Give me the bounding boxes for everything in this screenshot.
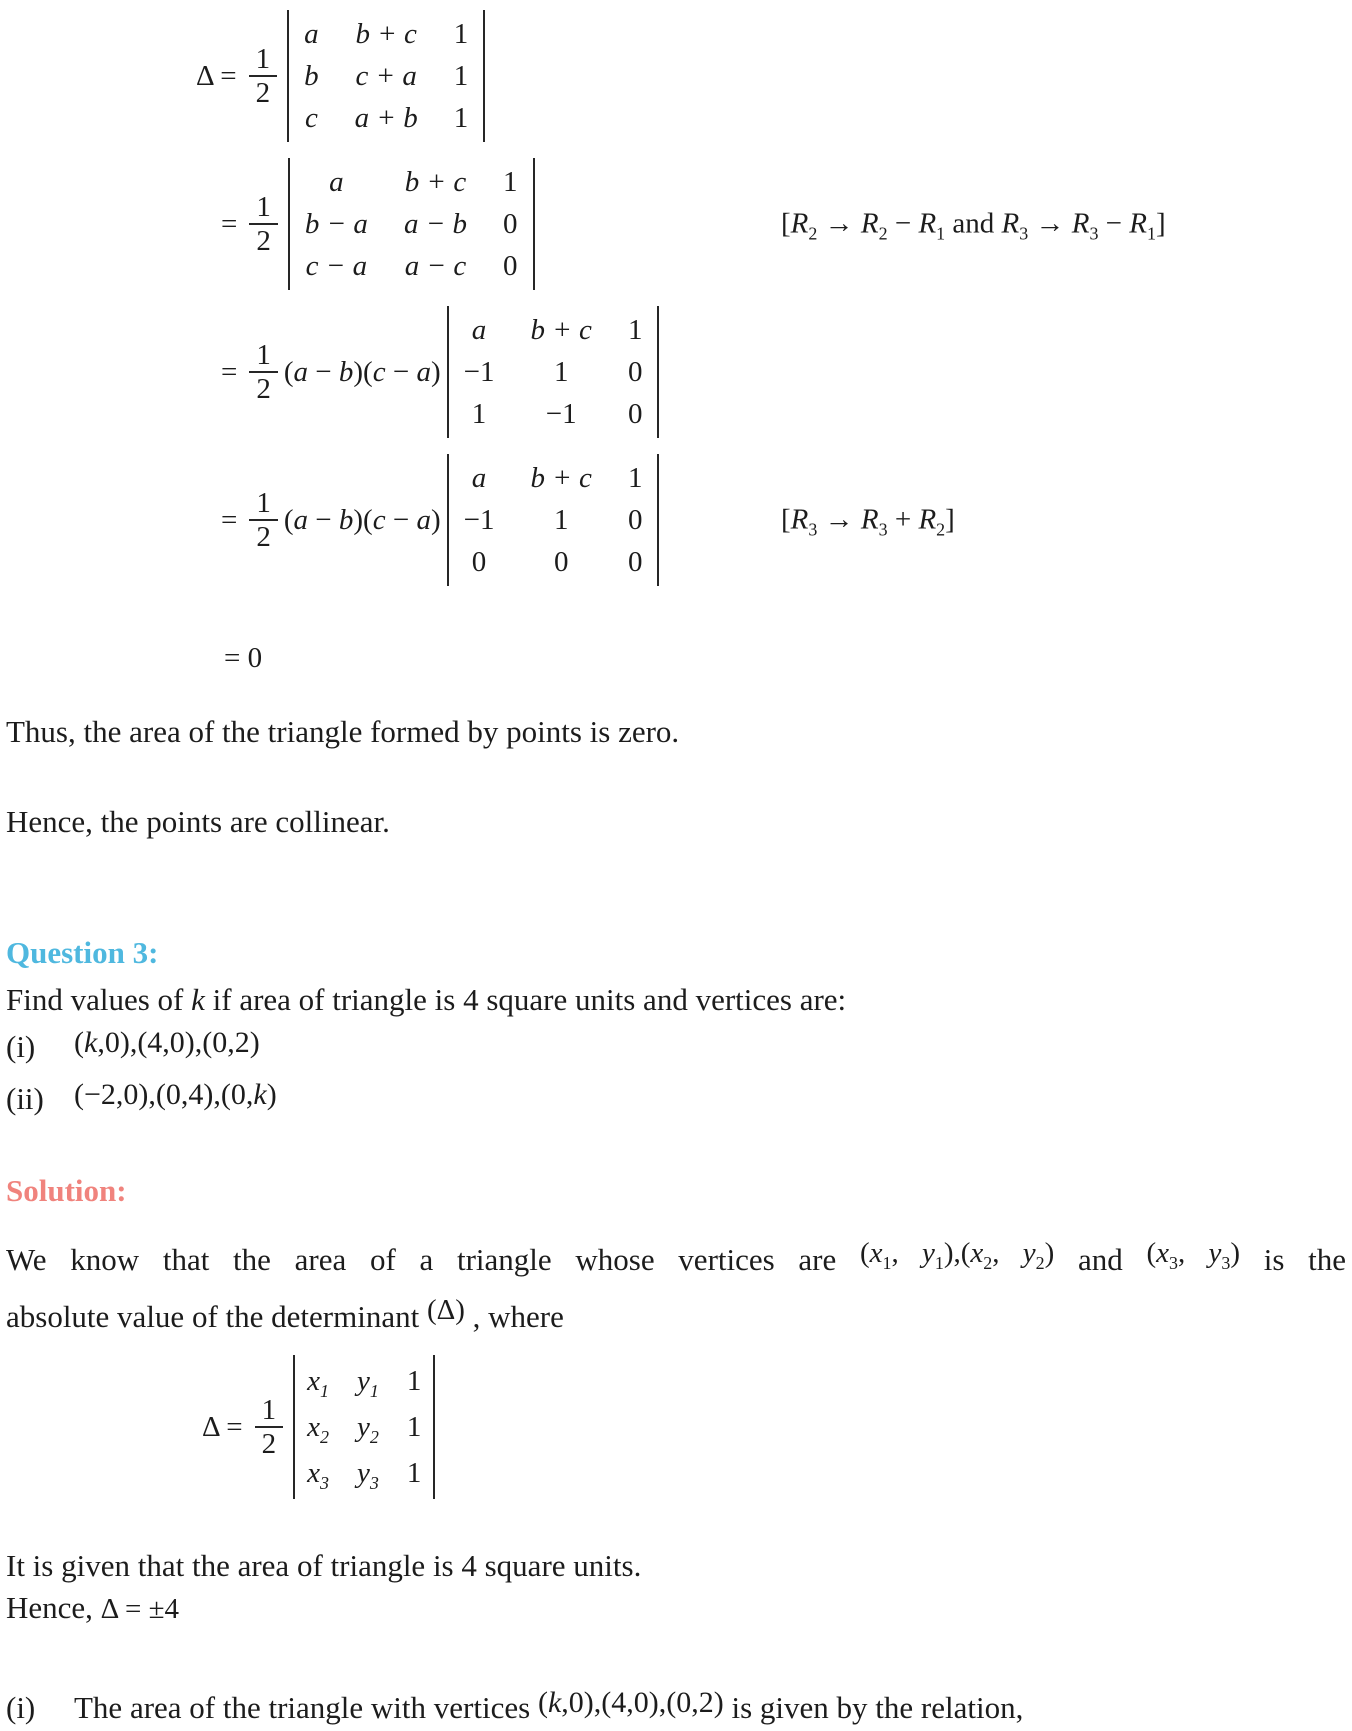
matrix-cell: a + b [354,101,418,134]
fraction-one-half [249,43,278,110]
matrix-cell: c + a [355,59,417,92]
given-area-note: It is given that the area of triangle is 4 square units. [6,1548,642,1583]
matrix-cell: 0 [627,397,643,430]
vertices-tuple: (k,0),(4,0),(0,2) [537,1686,724,1719]
row-operation-annotation: $[R_3 \to R_3 + R_2]$ [781,503,955,540]
part-i-post: is given by the relation, [723,1690,1024,1725]
variable-k: k [191,982,205,1017]
fraction-numerator: 1 [249,339,278,373]
matrix-cell: 1 [406,1410,422,1443]
question-item-i [6,1023,1346,1071]
matrix-cell: $x_3$ [307,1456,330,1493]
matrix-cell: 0 [627,503,643,536]
intro-mid: and [1078,1242,1123,1277]
fraction-one-half [249,191,278,258]
equals-zero: = 0 [224,642,263,674]
determinant-matrix [447,306,660,438]
solution-intro-line1 [6,1229,1346,1292]
factor-term: (a − b)(c − a) [283,503,441,536]
equation-row-reduced [221,158,1346,290]
item-label: (ii) [6,1081,44,1116]
vertices-3-tuple: ($x_3$, $y_3$) [1146,1237,1241,1273]
equation-result-zero [224,642,1346,675]
paragraph-thus: Thus, the area of the triangle formed by points is zero. [6,714,680,749]
matrix-cell: 1 [627,313,643,346]
matrix-cell: 1 [453,59,469,92]
fraction-numerator: 1 [249,487,278,521]
fraction-numerator: 1 [255,1394,284,1428]
matrix-cell: $y_2$ [357,1410,379,1447]
matrix-cell: a [329,165,344,198]
intro-text-post: if area of triangle is 4 square units and vertices are: [204,982,847,1017]
matrix-cell: $y_3$ [357,1456,379,1493]
fraction-numerator: 1 [249,191,278,225]
fraction-one-half [255,1394,284,1461]
row-operation-annotation: [$R_2 \to R_2 - R_1$ and $R_3 \to R_3 - R_1$] [781,207,1166,244]
factor-term: (a − b)(c − a) [283,355,441,388]
solution-heading: Solution: [6,1173,127,1208]
equation-lhs: Δ = [196,59,237,92]
matrix-cell: −1 [545,397,577,430]
determinant-matrix [288,158,535,290]
fraction-denominator: 2 [261,1428,277,1460]
equals-sign: = [221,207,238,240]
matrix-cell: 0 [471,545,487,578]
equation-delta-initial [196,10,1346,142]
part-i-pre: The area of the triangle with vertices [74,1690,538,1725]
part-i-text [74,1686,1023,1731]
matrix-cell: c [304,101,318,134]
matrix-cell: $x_1$ [307,1364,330,1401]
matrix-cell: 0 [553,545,569,578]
determinant-definition [202,1355,1346,1499]
determinant-matrix [287,10,485,142]
given-area-block [6,1545,1346,1630]
intro-pre: We know that the area of a triangle whose vertices are [6,1242,837,1277]
matrix-cell: 0 [627,355,643,388]
matrix-cell: 1 [406,1364,422,1397]
matrix-cell: $x_2$ [307,1410,330,1447]
equals-sign: = [221,355,238,388]
vertices-tuple: (−2,0),(0,4),(0,k) [74,1078,277,1111]
matrix-cell: b − a [304,207,368,240]
matrix-cell: $y_1$ [357,1364,379,1401]
intro-post: is the [1263,1242,1347,1277]
matrix-cell: b + c [355,17,417,50]
matrix-cell: b [304,59,319,92]
solution-document [0,10,1352,1731]
matrix-cell: 1 [553,355,569,388]
question-3-heading: Question 3: [6,935,159,970]
matrix-cell: 1 [453,101,469,134]
matrix-cell: 1 [471,397,487,430]
part-i-relation [6,1686,1346,1731]
matrix-cell: a − b [403,207,468,240]
hence-label: Hence, [6,1590,101,1625]
fraction-numerator: 1 [249,43,278,77]
question-item-ii [6,1075,1346,1123]
fraction-denominator: 2 [256,521,271,553]
matrix-cell: 1 [406,1456,422,1489]
item-label: (i) [6,1029,36,1064]
matrix-cell: b + c [530,461,592,494]
matrix-cell: a [471,461,487,494]
matrix-cell: 0 [627,545,643,578]
matrix-cell: 1 [627,461,643,494]
delta-paren: (Δ) [426,1294,465,1326]
vertices-12-tuple: ($x_1$, $y_1),(x_2$, $y_2$) [859,1237,1055,1273]
matrix-cell: a − c [404,249,467,282]
matrix-cell: 1 [503,165,518,198]
determinant-matrix [293,1355,435,1499]
fraction-denominator: 2 [256,225,271,257]
intro-text-pre: Find values of [6,982,192,1017]
matrix-cell: a [304,17,319,50]
fraction-one-half [249,487,278,554]
matrix-cell: b + c [530,313,592,346]
matrix-cell: 1 [553,503,569,536]
paragraph-hence: Hence, the points are collinear. [6,804,390,839]
line2-post: , where [472,1299,564,1334]
equation-lhs: Δ = [202,1410,243,1443]
matrix-cell: 1 [453,17,469,50]
matrix-cell: −1 [463,355,495,388]
item-label: (i) [6,1690,36,1725]
equation-factored [221,306,1346,438]
fraction-denominator: 2 [256,373,271,405]
question-3-intro [6,979,1346,1021]
delta-plus-minus-four: Δ = ±4 [100,1593,179,1625]
hence-delta-line [6,1587,1346,1630]
fraction-one-half [249,339,278,406]
matrix-cell: a [471,313,487,346]
solution-intro-line2 [6,1292,1346,1343]
matrix-cell: c − a [305,249,368,282]
fraction-denominator: 2 [255,77,271,109]
equation-zero-row [221,454,1346,586]
matrix-cell: 0 [503,207,518,240]
matrix-cell: 0 [503,249,518,282]
line2-pre: absolute value of the determinant [6,1299,427,1334]
matrix-cell: b + c [404,165,467,198]
solution-intro [6,1229,1346,1343]
determinant-matrix [447,454,660,586]
equals-sign: = [221,503,238,536]
vertices-tuple: (k,0),(4,0),(0,2) [74,1026,260,1059]
matrix-cell: −1 [463,503,495,536]
